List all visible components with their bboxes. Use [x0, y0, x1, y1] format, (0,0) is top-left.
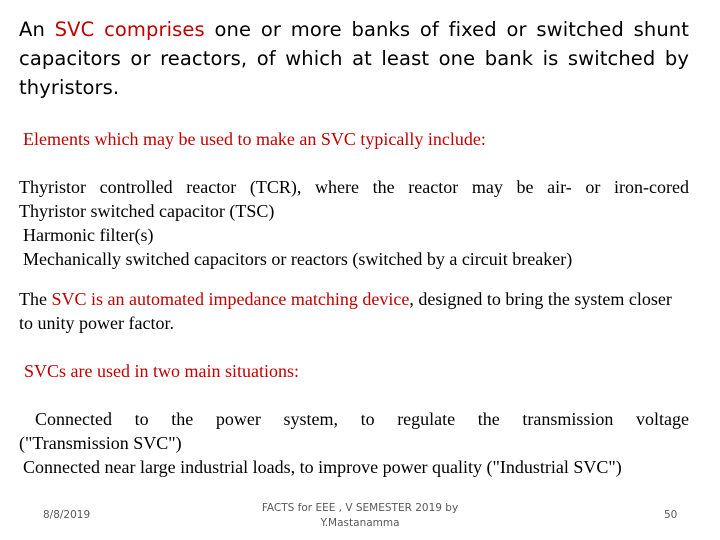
footer-page-number: 50: [664, 509, 678, 521]
uses-item-transmission: Connected to the power system, to regulate the transmission voltage: [35, 409, 689, 429]
footer-title-line2: Y.Mastanamma: [320, 517, 400, 529]
footer-date: 8/8/2019: [43, 509, 91, 521]
uses-item-transmission-cont: ("Transmission SVC"): [19, 433, 182, 453]
list-item: Thyristor switched capacitor (TSC): [19, 201, 275, 221]
list-item: Thyristor controlled reactor (TCR), where the reactor may be air- or iron-cored: [19, 177, 689, 197]
intro-text-start: An: [19, 18, 55, 41]
intro-highlight: SVC comprises: [54, 18, 205, 41]
svc-description: [19, 287, 689, 335]
uses-heading: SVCs are used in two main situations:: [24, 361, 299, 381]
footer-title-line1: FACTS for EEE , V SEMESTER 2019 by: [261, 502, 459, 514]
svc-desc-start: The: [19, 289, 52, 309]
list-item: Mechanically switched capacitors or reactors (switched by a circuit breaker): [23, 249, 573, 269]
elements-heading: Elements which may be used to make an SVC typically include:: [23, 129, 486, 149]
svc-desc-highlight: SVC is an automated impedance matching device: [51, 289, 410, 309]
svc-desc-end: , designed to bring the system closer to unity power factor.: [19, 289, 672, 333]
list-item: Harmonic filter(s): [23, 225, 154, 245]
uses-list: [19, 407, 689, 479]
intro-paragraph: [19, 15, 689, 102]
intro-text-end: one or more banks of fixed or switched shunt capacitors or reactors, of which at least one bank is switched by thyristors.: [19, 18, 689, 99]
footer-title: [250, 501, 470, 531]
elements-list: [19, 175, 689, 271]
uses-item-industrial: Connected near large industrial loads, to improve power quality ("Industrial SVC"): [23, 457, 622, 477]
